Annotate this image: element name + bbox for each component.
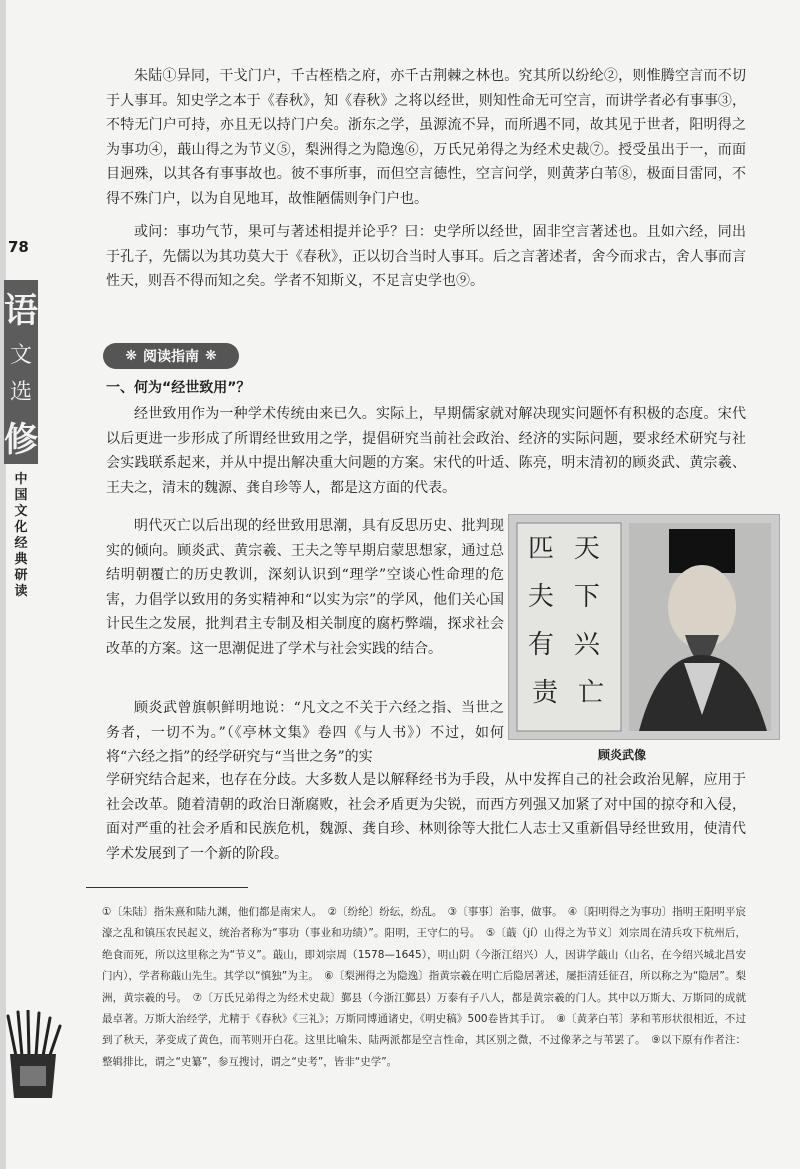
footnote-divider [86,887,248,888]
guide-paragraph-continued: 学研究结合起来，也存在分歧。大多数人是以解释经书为手段，从中发挥自己的社会政治见解，应用于社会改革。随着清朝的政治日渐腐败，社会矛盾更为尖锐，而西方列强又加紧了对中国的掠夺和入侵，面对严重的社会矛盾和民族危机，魏源、龚自珍、林则徐等大批仁人志士又重新倡导经世致用，使清代学术发展到了一个新的阶段。 [106,772,746,862]
calligraphy-char: 夫 [527,582,554,612]
side-title-char: 修 [4,420,38,460]
calligraphy-char: 下 [573,582,600,612]
calligraphy-char: 亡 [577,678,605,708]
guide-paragraph: 明代灭亡以后出现的经世致用思潮，具有反思历史、批判现实的倾向。顾炎武、黄宗羲、王夫之等早期启蒙思想家，通过总结明朝覆亡的历史教训，深刻认识到“理学”空谈心性命理的危害，力倡学以致用的务实精神和“以实为宗”的学风，他们关心国计民生之发展，批判君主专制及相关制度的腐朽弊端，探求社会改革的方案。这一思潮促进了学术与社会实践的结合。 [106,518,504,657]
ornament-icon: ❋ [205,348,217,364]
reading-guide-banner [103,343,239,369]
essay-paragraph: 或问：事功气节，果可与著述相提并论乎？曰：史学所以经世，固非空言著述也。且如六经，同出于孔子，先儒以为其功莫大于《春秋》，正以切合当时人事耳。后之言著述者，舍今而求古，舍人事而言性天，则吾不得而知之矣。学者不知斯义，不足言史学也⑨。 [106,224,746,289]
calligraphy-char: 责 [531,678,559,708]
ornament-icon: ❋ [125,348,137,364]
side-title-char: 语 [4,291,38,331]
footnotes: ①〔朱陆〕指朱熹和陆九渊，他们都是南宋人。 ②〔纷纶〕纷纭，纷乱。 ③〔事事〕治事，做事。 ④〔阳明得之为事功〕指明王阳明平宸濠之乱和镇压农民起义，统治者称为“事功（事业和功绩）”。阳明，王守仁的号。 ⑤〔蕺（jí）山得之为节义〕刘宗周在清兵攻下杭州后，绝食而死，所以这里称之为“节义”。蕺山，即刘宗周（1578—1645），明山阴（今浙江绍兴）人，因讲学蕺山（山名，在今绍兴城北昌安门内），学者称蕺山先生。其学以“慎独”为主。 ⑥〔梨洲得之为隐逸〕指黄宗羲在明亡后隐居著述，屡拒清廷征召，所以称之为“隐居”。梨洲，黄宗羲的号。 ⑦〔万氏兄弟得之为经术史裁〕鄞县（今浙江鄞县）万泰有子八人，都是黄宗羲的门人。其中以万斯大、万斯同的成就最卓著。万斯大治经学，尤精于《春秋》《三礼》；万斯同博通诸史，《明史稿》500卷皆其手订。 ⑧〔黄茅白苇〕茅和苇形状很相近，不过到了秋天，茅变成了黄色，而苇则开白花。这里比喻朱、陆两派都是空言性命，其区别之微，不过像茅之与苇罢了。 ⑨以下原有作者注：整辑排比，谓之“史纂”，参互搜讨，谓之“史考”，皆非“史学”。 [102,906,746,1068]
guide-paragraph: 经世致用作为一种学术传统由来已久。实际上，早期儒家就对解决现实问题怀有积极的态度。宋代以后更进一步形成了所谓经世致用之学，提倡研究当前社会政治、经济的实际问题，要求经术研究与社会实践联系起来，并从中提出解决重大问题的方案。宋代的叶适、陈亮，明末清初的顾炎武、黄宗羲、王夫之，清末的魏源、龚自珍等人，都是这方面的代表。 [106,406,746,496]
section-heading: 一、何为“经世致用”？ [106,380,251,396]
calligraphy-char: 兴 [573,630,600,660]
guide-paragraph: 顾炎武曾旗帜鲜明地说：“凡文之不关于六经之指、当世之务者，一切不为。”（《亭林文集》卷四《与人书》）不过，如何将“六经之指”的经学研究与“当世之务”的实 [106,700,504,765]
gu-yanwu-portrait-figure [508,514,780,740]
figure-caption: 顾炎武像 [598,748,647,762]
side-series-title [4,280,38,464]
calligraphy-char: 天 [573,534,600,564]
calligraphy-char: 有 [527,630,554,660]
page-binding-edge [0,0,6,1169]
reading-guide-label: 阅读指南 [143,349,199,365]
side-title-char: 选 [9,380,32,405]
calligraphy-char: 匹 [527,534,554,564]
essay-paragraph: 朱陆①异同，干戈门户，千古桎梏之府，亦千古荆棘之林也。究其所以纷纶②，则惟腾空言而不切于人事耳。知史学之本于《春秋》，知《春秋》之将以经世，则知性命无可空言，而讲学者必有事事③，不特无门户可持，亦且无以持门户矣。浙东之学，虽源流不异，而所遇不同，故其见于世者，阳明得之为事功④，蕺山得之为节义⑤，梨洲得之为隐逸⑥，万氏兄弟得之为经术史裁⑦。授受虽出于一，而面目迥殊，以其各有事事故也。彼不事所事，而但空言德性，空言问学，则黄茅白苇⑧，极面目雷同，不得不殊门户，以为自见地耳，故惟陋儒则争门户也。 [106,68,746,207]
side-book-subtitle: 中国文化经典研读 [14,472,28,599]
portrait-image [509,515,779,739]
side-title-char: 文 [9,343,32,368]
page-number: 78 [8,238,29,256]
brush-pot-icon [2,1010,64,1100]
